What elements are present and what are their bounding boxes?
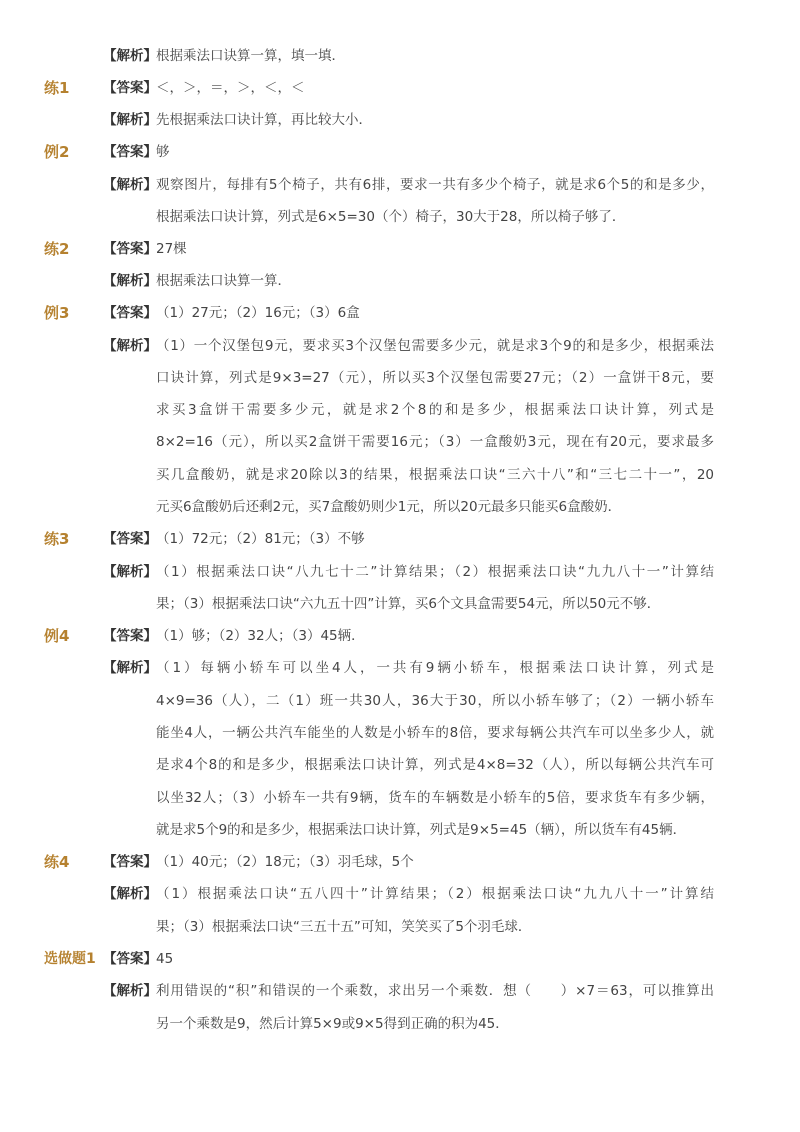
analysis-continuation — [0, 462, 800, 488]
answer-text: （1）72元；（2）81元；（3）不够 — [156, 531, 365, 547]
answer-tag: 【答案】 — [103, 241, 157, 257]
analysis-continuation — [0, 365, 800, 391]
entry-answer — [0, 75, 800, 101]
answer-text: ＜，＞，＝，＞，＜，＜ — [156, 80, 305, 96]
answer-tag: 【答案】 — [103, 531, 157, 547]
analysis-tag: 【解析】 — [103, 112, 157, 128]
analysis-text: 能坐4人，一辆公共汽车能坐的人数是小轿车的8倍，要求每辆公共汽车可以坐多少人，就 — [156, 725, 714, 741]
answer-text: 27棵 — [156, 241, 187, 257]
analysis-text: 根据乘法口诀算一算，填一填． — [156, 48, 345, 64]
analysis-continuation — [0, 688, 800, 714]
entry-analysis — [0, 655, 800, 681]
analysis-tag: 【解析】 — [103, 273, 157, 289]
analysis-continuation — [0, 591, 800, 617]
exercise-label: 练2 — [44, 240, 70, 258]
analysis-text: 果；（3）根据乘法口诀“三五十五”可知，笑笑买了5个羽毛球． — [156, 919, 532, 935]
analysis-continuation — [0, 397, 800, 423]
answer-tag: 【答案】 — [103, 951, 157, 967]
entry-analysis — [0, 43, 800, 69]
entry-analysis — [0, 881, 800, 907]
optional-question-label: 选做题1 — [44, 951, 96, 967]
exercise-label: 练1 — [44, 79, 70, 97]
answer-text: （1）40元；（2）18元；（3）羽毛球，5个 — [156, 854, 414, 870]
entry-analysis — [0, 333, 800, 359]
analysis-text: 是求4个8的和是多少，根据乘法口诀计算，列式是4×8=32（人），所以每辆公共汽车可 — [156, 757, 714, 773]
analysis-continuation — [0, 429, 800, 455]
entry-analysis — [0, 172, 800, 198]
analysis-tag: 【解析】 — [103, 338, 157, 354]
analysis-text: 就是求5个9的和是多少，根据乘法口诀计算，列式是9×5=45（辆），所以货车有45辆． — [156, 822, 687, 838]
analysis-text: 观察图片，每排有5个椅子，共有6排，要求一共有多少个椅子，就是求6个5的和是多少， — [156, 177, 714, 193]
analysis-text: 求买3盒饼干需要多少元，就是求2个8的和是多少，根据乘法口诀计算，列式是 — [156, 402, 714, 418]
entry-answer — [0, 946, 800, 972]
analysis-continuation — [0, 720, 800, 746]
analysis-tag: 【解析】 — [103, 660, 157, 676]
example-label: 例4 — [44, 627, 70, 645]
analysis-text: 根据乘法口诀计算，列式是6×5=30（个）椅子，30大于28，所以椅子够了． — [156, 209, 626, 225]
entry-answer — [0, 139, 800, 165]
entry-analysis — [0, 559, 800, 585]
analysis-text: 买几盒酸奶，就是求20除以3的结果，根据乘法口诀“三六十八”和“三七二十一”，20 — [156, 467, 714, 483]
analysis-tag: 【解析】 — [103, 177, 157, 193]
answer-tag: 【答案】 — [103, 628, 157, 644]
analysis-text: 先根据乘法口诀计算，再比较大小． — [156, 112, 372, 128]
entry-analysis — [0, 107, 800, 133]
analysis-text: 元买6盒酸奶后还剩2元，买7盒酸奶则少1元，所以20元最多只能买6盒酸奶． — [156, 499, 622, 515]
exercise-label: 练4 — [44, 853, 70, 871]
entry-analysis — [0, 268, 800, 294]
analysis-continuation — [0, 204, 800, 230]
analysis-text: 果；（3）根据乘法口诀“六九五十四”计算，买6个文具盒需要54元，所以50元不够． — [156, 596, 661, 612]
answer-tag: 【答案】 — [103, 305, 157, 321]
answer-tag: 【答案】 — [103, 854, 157, 870]
analysis-text: 另一个乘数是9，然后计算5×9或9×5得到正确的积为45． — [156, 1016, 509, 1032]
analysis-text: （1）根据乘法口诀“八九七十二”计算结果；（2）根据乘法口诀“九九八十一”计算结 — [156, 564, 714, 580]
analysis-text: 利用错误的“积”和错误的一个乘数，求出另一个乘数．想（ ）×7＝63，可以推算出 — [156, 983, 714, 999]
entry-answer — [0, 300, 800, 326]
answer-text: 45 — [156, 951, 174, 967]
analysis-tag: 【解析】 — [103, 983, 157, 999]
analysis-tag: 【解析】 — [103, 886, 157, 902]
answer-text: （1）够；（2）32人；（3）45辆． — [156, 628, 365, 644]
analysis-text: （1）一个汉堡包9元，要求买3个汉堡包需要多少元，就是求3个9的和是多少，根据乘法 — [156, 338, 714, 354]
analysis-text: 口诀计算，列式是9×3=27（元），所以买3个汉堡包需要27元；（2）一盒饼干8元，要 — [156, 370, 714, 386]
answer-tag: 【答案】 — [103, 144, 157, 160]
entry-answer — [0, 236, 800, 262]
analysis-text: （1）每辆小轿车可以坐4人，一共有9辆小轿车，根据乘法口诀计算，列式是 — [156, 660, 714, 676]
analysis-text: 以坐32人；（3）小轿车一共有9辆，货车的车辆数是小轿车的5倍，要求货车有多少辆， — [156, 790, 714, 806]
analysis-continuation — [0, 914, 800, 940]
analysis-continuation — [0, 817, 800, 843]
analysis-text: 4×9=36（人），二（1）班一共30人，36大于30，所以小轿车够了；（2）一辆小轿车 — [156, 693, 714, 709]
analysis-text: 根据乘法口诀算一算． — [156, 273, 291, 289]
exercise-label: 练3 — [44, 530, 70, 548]
entry-answer — [0, 849, 800, 875]
analysis-continuation — [0, 1011, 800, 1037]
entry-answer — [0, 623, 800, 649]
analysis-tag: 【解析】 — [103, 48, 157, 64]
analysis-tag: 【解析】 — [103, 564, 157, 580]
example-label: 例2 — [44, 143, 70, 161]
answer-text: 够 — [156, 144, 170, 160]
answer-tag: 【答案】 — [103, 80, 157, 96]
answer-text: （1）27元；（2）16元；（3）6盒 — [156, 305, 360, 321]
entry-answer — [0, 526, 800, 552]
analysis-text: （1）根据乘法口诀“五八四十”计算结果；（2）根据乘法口诀“九九八十一”计算结 — [156, 886, 714, 902]
analysis-text: 8×2=16（元），所以买2盒饼干需要16元；（3）一盒酸奶3元，现在有20元，要求最多 — [156, 434, 714, 450]
analysis-continuation — [0, 785, 800, 811]
analysis-continuation — [0, 752, 800, 778]
example-label: 例3 — [44, 304, 70, 322]
entry-analysis — [0, 978, 800, 1004]
analysis-continuation — [0, 494, 800, 520]
